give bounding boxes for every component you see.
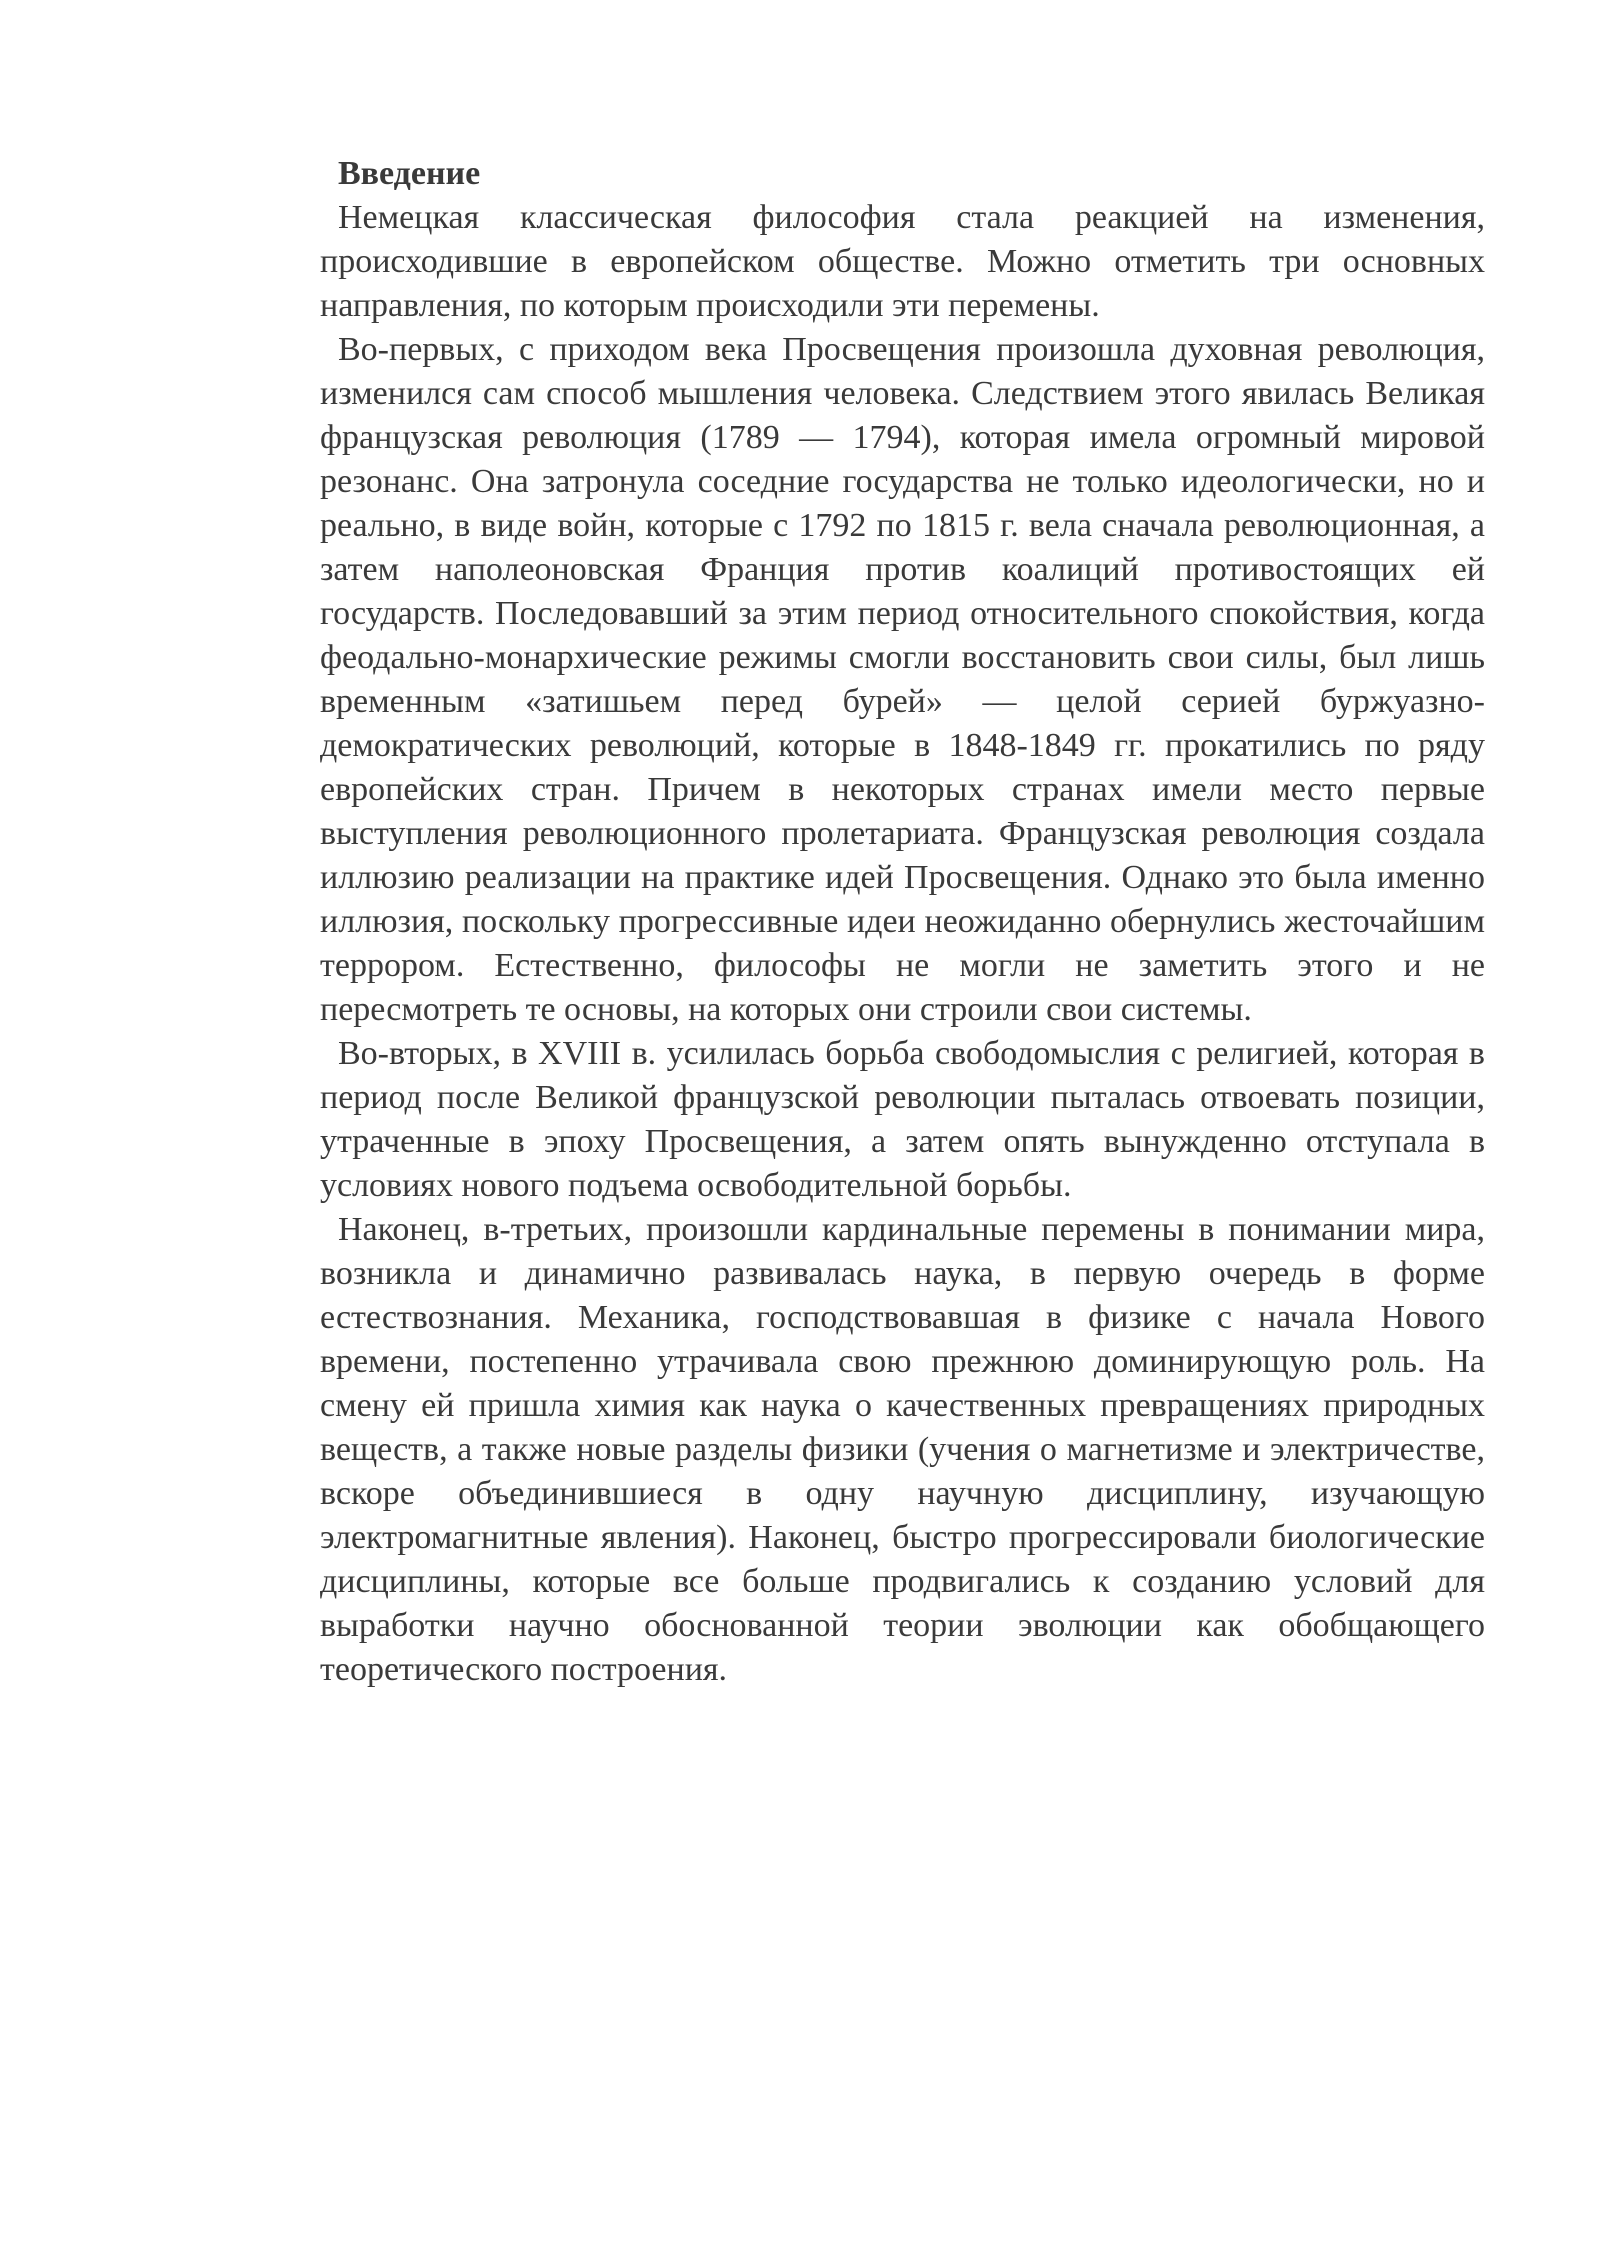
paragraph-second: Во-вторых, в XVIII в. усилилась борьба свободомыслия с религией, которая в период после Великой французской революции пыталась отвоевать позиции, утраченные в эпоху Просвещения, а затем опять вынужденно отступала в условиях нового подъема освободительной борьбы. [320,1035,1485,1204]
paragraph-intro: Немецкая классическая философия стала реакцией на изменения, происходившие в европейском обществе. Можно отметить три основных направления, по которым происходили эти перемены. [320,199,1485,324]
document-page [320,152,1485,1692]
section-heading: Введение [338,155,481,192]
paragraph-first: Во-первых, с приходом века Просвещения произошла духовная революция, изменился сам способ мышления человека. Следствием этого явилась Великая французская революция (1789 — 1794), которая имела огромный мировой резонанс. Она затронула соседние государства не только идеологически, но и реально, в виде войн, которые с 1792 по 1815 г. вела сначала революционная, а затем наполеоновская Франция против коалиций противостоящих ей государств. Последовавший за этим период относительного спокойствия, когда феодально-монархические режимы смогли восстановить свои силы, был лишь временным «затишьем перед бурей» — целой серией буржуазно-демократических революций, которые в 1848-1849 гг. прокатились по ряду европейских стран. Причем в некоторых странах имели место первые выступления революционного пролетариата. Французская революция создала иллюзию реализации на практике идей Просвещения. Однако это была именно иллюзия, поскольку прогрессивные идеи неожиданно обернулись жесточайшим террором. Естественно, философы не могли не заметить этого и не пересмотреть те основы, на которых они строили свои системы. [320,331,1485,1028]
paragraph-third: Наконец, в-третьих, произошли кардинальные перемены в понимании мира, возникла и динамично развивалась наука, в первую очередь в форме естествознания. Механика, господствовавшая в физике с начала Нового времени, постепенно утрачивала свою прежнюю доминирующую роль. На смену ей пришла химия как наука о качественных превращениях природных веществ, а также новые разделы физики (учения о магнетизме и электричестве, вскоре объединившиеся в одну научную дисциплину, изучающую электромагнитные явления). Наконец, быстро прогрессировали биологические дисциплины, которые все больше продвигались к созданию условий для выработки научно обоснованной теории эволюции как обобщающего теоретического построения. [320,1211,1485,1688]
